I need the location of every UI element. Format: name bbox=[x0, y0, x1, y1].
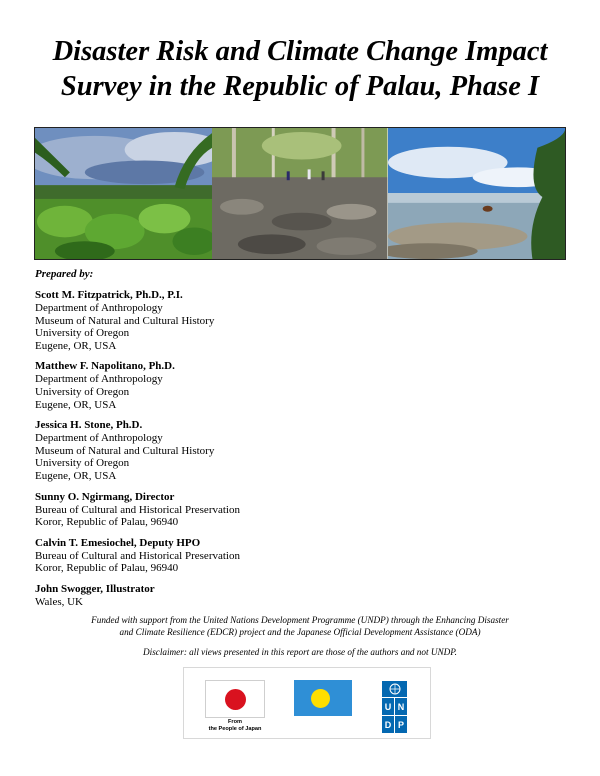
author-name: John Swogger, Illustrator bbox=[35, 582, 155, 595]
author-list bbox=[35, 289, 455, 617]
disclaimer: Disclaimer: all views presented in this report are those of the authors and not UNDP. bbox=[143, 647, 457, 657]
author-affiliation-line: Eugene, OR, USA bbox=[35, 339, 117, 352]
author-affiliation-line: University of Oregon bbox=[35, 385, 130, 398]
japan-logo-caption bbox=[198, 719, 272, 732]
author-name: Sunny O. Ngirmang, Director bbox=[35, 490, 175, 503]
taro-field-photo-icon bbox=[35, 128, 212, 259]
undp-letter: U bbox=[382, 698, 394, 715]
funding-line-1: Funded with support from the United Nations Development Programme (UNDP) through the Enhancing Disaster bbox=[91, 615, 509, 625]
title-line-2: Survey in the Republic of Palau, Phase I bbox=[60, 71, 540, 102]
japan-caption-line-2: the People of Japan bbox=[208, 725, 262, 732]
sponsor-logo-bar bbox=[183, 667, 431, 739]
undp-letter: N bbox=[395, 698, 407, 715]
author-affiliation-line: University of Oregon bbox=[35, 457, 130, 470]
author-block bbox=[35, 419, 455, 482]
japan-caption-line-1: From bbox=[228, 719, 242, 725]
author-affiliation-line: University of Oregon bbox=[35, 327, 130, 340]
funding-statement bbox=[40, 614, 560, 638]
undp-letter: D bbox=[382, 716, 394, 733]
report-title bbox=[0, 34, 600, 104]
lagoon-shore-photo-icon bbox=[388, 128, 565, 259]
author-affiliation-line: Wales, UK bbox=[35, 595, 83, 608]
author-block bbox=[35, 289, 455, 352]
japan-flag-icon bbox=[205, 680, 265, 718]
author-name: Calvin T. Emesiochel, Deputy HPO bbox=[35, 536, 201, 549]
author-name: Matthew F. Napolitano, Ph.D. bbox=[35, 360, 175, 373]
author-block bbox=[35, 360, 455, 411]
palau-flag-icon bbox=[294, 680, 352, 716]
prepared-by-label: Prepared by: bbox=[35, 268, 94, 280]
undp-logo bbox=[382, 681, 406, 731]
author-block bbox=[35, 583, 455, 609]
funding-line-2: and Climate Resilience (EDCR) project and the Japanese Official Development Assistance (ODA) bbox=[119, 627, 481, 637]
forest-stone-platform-photo-icon bbox=[212, 128, 387, 259]
author-block bbox=[35, 537, 455, 575]
un-emblem-icon bbox=[382, 681, 407, 697]
author-affiliation-line: Department of Anthropology bbox=[35, 302, 163, 314]
title-line-1: Disaster Risk and Climate Change Impact bbox=[52, 36, 548, 67]
photo-strip bbox=[34, 127, 566, 260]
author-affiliation-line: Eugene, OR, USA bbox=[35, 469, 117, 482]
author-affiliation-line: Koror, Republic of Palau, 96940 bbox=[35, 516, 179, 529]
author-affiliation-line: Museum of Natural and Cultural History bbox=[35, 444, 215, 457]
author-name: Scott M. Fitzpatrick, Ph.D., P.I. bbox=[35, 289, 183, 301]
author-affiliation-line: Koror, Republic of Palau, 96940 bbox=[35, 562, 179, 575]
undp-letter: P bbox=[395, 716, 407, 733]
author-affiliation-line: Museum of Natural and Cultural History bbox=[35, 314, 215, 327]
author-block bbox=[35, 491, 455, 529]
author-affiliation-line: Eugene, OR, USA bbox=[35, 398, 117, 411]
author-name: Jessica H. Stone, Ph.D. bbox=[35, 419, 143, 432]
author-affiliation-line: Department of Anthropology bbox=[35, 373, 163, 386]
author-affiliation-line: Bureau of Cultural and Historical Preservation bbox=[35, 503, 240, 516]
author-affiliation-line: Department of Anthropology bbox=[35, 432, 163, 445]
author-affiliation-line: Bureau of Cultural and Historical Preservation bbox=[35, 549, 240, 562]
